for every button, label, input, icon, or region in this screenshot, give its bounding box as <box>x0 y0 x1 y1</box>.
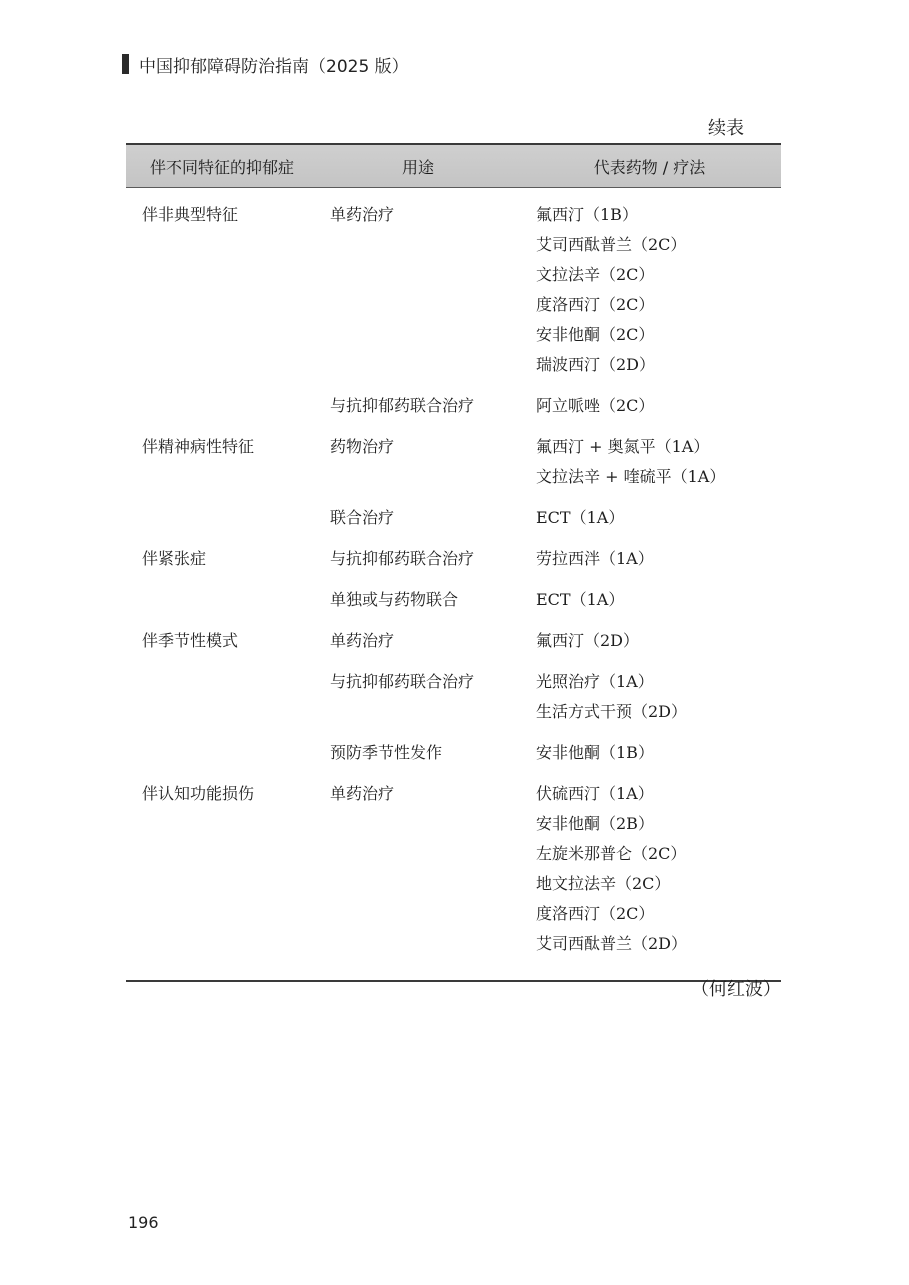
continued-label: 续表 <box>708 118 744 139</box>
drug-cell: 氟西汀 + 奥氮平（1A） <box>536 437 710 456</box>
drug-cell: 生活方式干预（2D） <box>536 702 688 721</box>
therapy-table <box>126 143 781 982</box>
drug-cell: 艾司西酞普兰（2D） <box>536 934 688 953</box>
use-row <box>318 200 781 380</box>
drug-cell: ECT（1A） <box>536 590 625 609</box>
use-list <box>318 200 781 432</box>
table-row <box>126 544 781 626</box>
use-row <box>318 544 781 574</box>
use-cell: 与抗抑郁药联合治疗 <box>330 549 475 568</box>
drug-cell: 安非他酮（1B） <box>536 743 654 762</box>
use-list <box>318 432 781 544</box>
feature-cell: 伴紧张症 <box>142 549 207 568</box>
use-cell: 单药治疗 <box>330 784 395 803</box>
feature-cell: 伴精神病性特征 <box>142 437 255 456</box>
drug-list <box>518 779 781 959</box>
drug-list <box>518 667 781 727</box>
table-body <box>126 188 781 982</box>
drug-list <box>518 391 781 421</box>
drug-cell: 文拉法辛 + 喹硫平（1A） <box>536 467 726 486</box>
drug-cell: 度洛西汀（2C） <box>536 295 655 314</box>
use-cell: 单独或与药物联合 <box>330 590 459 609</box>
table-header-row <box>126 143 781 188</box>
feature-cell: 伴季节性模式 <box>142 631 239 650</box>
drug-list <box>518 738 781 768</box>
drug-cell: 安非他酮（2B） <box>536 814 654 833</box>
feature-cell: 伴非典型特征 <box>142 205 239 224</box>
page-number: 196 <box>128 1213 159 1232</box>
drug-list <box>518 503 781 533</box>
use-cell: 单药治疗 <box>330 205 395 224</box>
drug-cell: ECT（1A） <box>536 508 625 527</box>
running-head-title: 中国抑郁障碍防治指南（2025 版） <box>139 56 409 77</box>
use-row <box>318 391 781 421</box>
table-row <box>126 432 781 544</box>
drug-cell: 度洛西汀（2C） <box>536 904 655 923</box>
use-cell: 联合治疗 <box>330 508 395 527</box>
use-list <box>318 626 781 779</box>
drug-cell: 安非他酮（2C） <box>536 325 655 344</box>
drug-cell: 文拉法辛（2C） <box>536 265 655 284</box>
use-cell: 与抗抑郁药联合治疗 <box>330 672 475 691</box>
drug-cell: 阿立哌唑（2C） <box>536 396 655 415</box>
header-drug: 代表药物 / 疗法 <box>593 157 706 177</box>
drug-cell: 氟西汀（1B） <box>536 205 638 224</box>
drug-list <box>518 200 781 380</box>
drug-list <box>518 544 781 574</box>
running-head <box>122 50 409 78</box>
use-cell: 单药治疗 <box>330 631 395 650</box>
use-row <box>318 667 781 727</box>
header-use: 用途 <box>401 157 434 177</box>
table-row <box>126 626 781 779</box>
use-row <box>318 738 781 768</box>
drug-cell: 左旋米那普仑（2C） <box>536 844 687 863</box>
drug-cell: 氟西汀（2D） <box>536 631 640 650</box>
author-credit: （何红波） <box>691 979 781 1000</box>
header-feature: 伴不同特征的抑郁症 <box>149 157 294 177</box>
use-row <box>318 503 781 533</box>
drug-cell: 艾司西酞普兰（2C） <box>536 235 687 254</box>
feature-cell: 伴认知功能损伤 <box>142 784 255 803</box>
use-cell: 预防季节性发作 <box>330 743 443 762</box>
use-list <box>318 779 781 970</box>
use-list <box>318 544 781 626</box>
drug-cell: 劳拉西泮（1A） <box>536 549 654 568</box>
running-head-marker <box>122 54 129 74</box>
drug-list <box>518 585 781 615</box>
drug-cell: 伏硫西汀（1A） <box>536 784 654 803</box>
use-row <box>318 585 781 615</box>
use-row <box>318 626 781 656</box>
use-row <box>318 432 781 492</box>
use-row <box>318 779 781 959</box>
drug-cell: 瑞波西汀（2D） <box>536 355 656 374</box>
use-cell: 药物治疗 <box>330 437 395 456</box>
drug-list <box>518 626 781 656</box>
use-cell: 与抗抑郁药联合治疗 <box>330 396 475 415</box>
drug-cell: 光照治疗（1A） <box>536 672 654 691</box>
drug-cell: 地文拉法辛（2C） <box>536 874 671 893</box>
drug-list <box>518 432 781 492</box>
table-row <box>126 200 781 432</box>
table-row <box>126 779 781 970</box>
